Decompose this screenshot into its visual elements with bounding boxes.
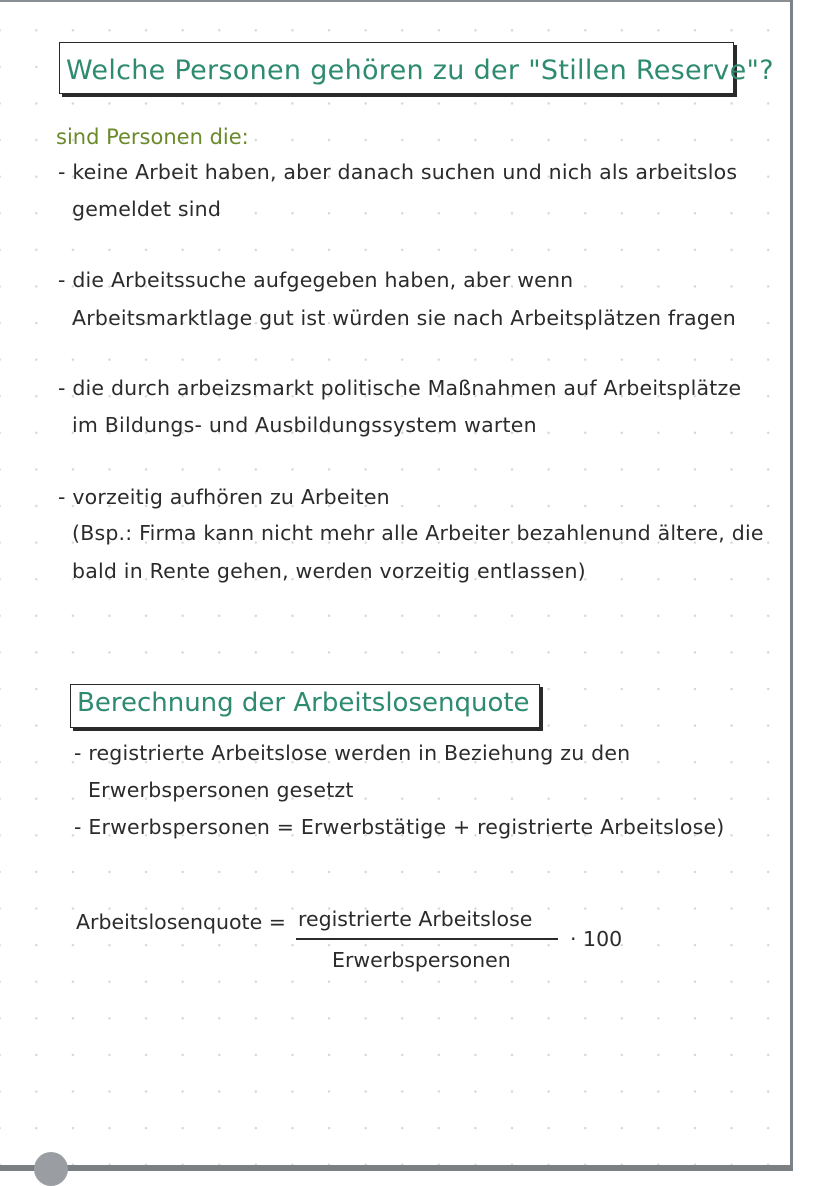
formula-numerator: registrierte Arbeitslose <box>298 907 533 931</box>
page-title: Welche Personen gehören zu der "Stillen Reserve"? <box>66 55 774 86</box>
formula-multiplier: · 100 <box>570 927 623 951</box>
formula-denominator: Erwerbspersonen <box>332 948 511 972</box>
scroll-handle[interactable] <box>34 1152 68 1186</box>
subheading: sind Personen die: <box>56 125 249 149</box>
fraction-bar <box>296 938 558 940</box>
list-item-continuation: gemeldet sind <box>72 197 222 221</box>
list-item-continuation: bald in Rente gehen, werden vorzeitig entlassen) <box>72 559 586 583</box>
list-item-continuation: Arbeitsmarktlage gut ist würden sie nach Arbeitsplätzen fragen <box>72 306 736 330</box>
list-item: - vorzeitig aufhören zu Arbeiten <box>58 485 390 509</box>
list-item: - keine Arbeit haben, aber danach suchen und nich als arbeitslos <box>58 160 738 184</box>
list-item: - registrierte Arbeitslose werden in Beziehung zu den <box>74 741 631 765</box>
section-heading: Berechnung der Arbeitslosenquote <box>77 688 530 718</box>
bottom-scroll-bar[interactable] <box>0 1165 793 1171</box>
list-item: - die Arbeitssuche aufgegeben haben, aber wenn <box>58 268 574 292</box>
list-item-continuation: im Bildungs- und Ausbildungssystem warten <box>72 413 537 437</box>
formula-lhs: Arbeitslosenquote = <box>76 910 286 934</box>
list-item: - die durch arbeizsmarkt politische Maßnahmen auf Arbeitsplätze <box>58 376 742 400</box>
page-edge <box>790 0 793 1171</box>
list-item-example: (Bsp.: Firma kann nicht mehr alle Arbeiter bezahlenund ältere, die <box>72 521 764 545</box>
list-item-continuation: Erwerbspersonen gesetzt <box>88 778 354 802</box>
list-item: - Erwerbspersonen = Erwerbstätige + registrierte Arbeitslose) <box>74 815 725 839</box>
